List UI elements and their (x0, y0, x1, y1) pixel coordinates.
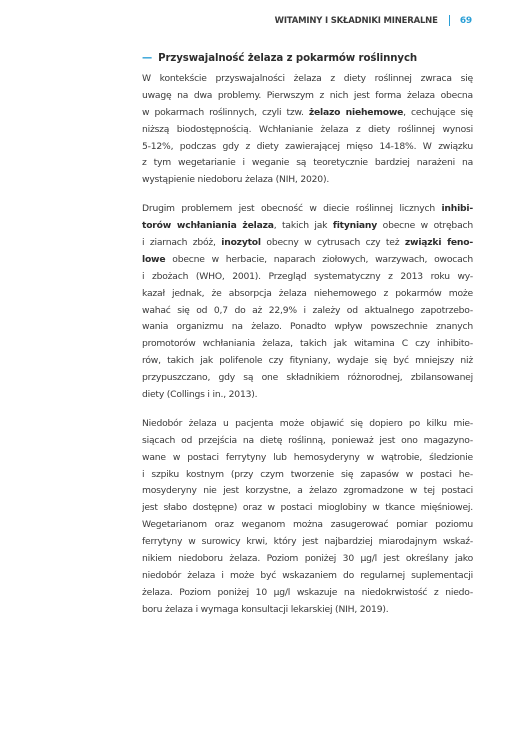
text-line (142, 71, 473, 88)
bold-term: żelazo niehemowe (308, 106, 404, 118)
text-run: diety (Collings i in., 2013). (142, 389, 258, 401)
text-line (142, 416, 473, 433)
text-line (142, 585, 473, 602)
text-run: siącach od przejścia na dietę roślinną, ponieważ jest ono magazyno- (142, 434, 473, 446)
text-run: ferrytyny w surowicy krwi, który jest najbardziej miarodajnym wskaź- (142, 536, 473, 548)
text-line (142, 370, 473, 387)
text-line (142, 235, 473, 252)
text-line (142, 467, 473, 484)
text-run: przypuszczano, gdy są one składnikiem różnorodnej, zbilansowanej (142, 372, 473, 384)
text-line (142, 218, 473, 235)
text-line (142, 269, 473, 286)
text-line (142, 551, 473, 568)
text-run: Niedobór żelaza u pacjenta może objawić się dopiero po kilku mie- (142, 417, 473, 429)
main-content (142, 53, 473, 631)
text-line (142, 172, 473, 189)
bold-term: związki feno- (404, 237, 473, 249)
paragraph (142, 201, 473, 404)
bold-term: torów wchłaniania żelaza (142, 220, 274, 232)
text-run: rów, takich jak polifenole czy fityniany, wydaje się być mniejszy niż (142, 355, 473, 367)
text-line (142, 433, 473, 450)
text-run: wahać się od 0,7 do aż 22,9% i zależy od aktualnego zapotrzebo- (142, 304, 473, 316)
bold-term: fityniany (332, 220, 378, 232)
text-run: niedobór żelaza i może być wskazaniem do regularnej suplementacji (142, 569, 473, 581)
text-line (142, 286, 473, 303)
text-line (142, 517, 473, 534)
text-run: Wegetarianom oraz weganom można zasugerować pomiar poziomu (142, 519, 473, 531)
text-run: mosyderyny nie jest korzystne, a żelazo zgromadzone w tej postaci (142, 485, 473, 497)
text-run: i szpiku kostnym (przy czym tworzenie się zapasów w postaci he- (142, 468, 473, 480)
text-run: obecny w cytrusach czy też (260, 237, 405, 249)
text-line (142, 534, 473, 551)
bold-term: inozytol (221, 237, 261, 249)
text-run: żelaza. Poziom poniżej 10 µg/l wskazuje na niedokrwistość z niedo- (142, 586, 473, 598)
text-run: uwagę na dwa problemy. Pierwszym z nich jest forma żelaza obecna (142, 89, 473, 101)
text-run: wystąpienie niedoboru żelaza (NIH, 2020). (142, 174, 330, 186)
text-line (142, 353, 473, 370)
text-run: boru żelaza i wymaga konsultacji lekarskiej (NIH, 2019). (142, 603, 389, 615)
text-line (142, 602, 473, 619)
text-run: i ziarnach zbóż, (142, 237, 222, 249)
text-line (142, 88, 473, 105)
text-run: Drugim problemem jest obecność w diecie roślinnej licznych (142, 203, 442, 215)
text-run: niższą biodostępnością. Wchłanianie żelaza z diety roślinnej wynosi (142, 123, 473, 135)
text-run: , cechujące się (403, 106, 473, 118)
text-run: nikiem niedoboru żelaza. Poziom poniżej 30 µg/l jest określany jako (142, 553, 473, 565)
text-run: z tym wegetarianie i weganie są teoretycznie bardziej narażeni na (142, 157, 473, 169)
text-run: w pokarmach roślinnych, czyli tzw. (142, 106, 309, 118)
text-run: i zbożach (WHO, 2001). Przegląd systematyczny z 2013 roku wy- (142, 270, 473, 282)
bold-term: inhibi- (441, 203, 473, 215)
page-number: 69 (459, 15, 472, 26)
text-run: jest słabo dostępne) oraz w postaci mioglobiny w tkance mięśniowej. (142, 502, 473, 514)
text-run: kazał jednak, że absorpcja żelaza niehemowego z pokarmów może (142, 287, 473, 299)
text-line (142, 155, 473, 172)
text-line (142, 201, 473, 218)
section-heading (142, 53, 473, 64)
text-line (142, 387, 473, 404)
text-run: 5-12%, podczas gdy z diety zawierającej mięso 14-18%. W związku (142, 140, 473, 152)
heading-text: Przyswajalność żelaza z pokarmów roślinnych (158, 53, 418, 64)
text-line (142, 252, 473, 269)
text-line (142, 303, 473, 320)
text-run: , takich jak (273, 220, 333, 232)
text-run: obecne w herbacie, naparach ziołowych, warzywach, owocach (165, 253, 473, 265)
text-line (142, 483, 473, 500)
header-divider (449, 15, 450, 26)
text-line (142, 450, 473, 467)
paragraph (142, 71, 473, 189)
text-line (142, 319, 473, 336)
text-run: wania organizmu na żelazo. Ponadto wpływ powszechnie znanych (142, 321, 473, 333)
heading-dash: — (142, 53, 153, 64)
text-line (142, 500, 473, 517)
text-line (142, 139, 473, 156)
text-line (142, 122, 473, 139)
text-run: W kontekście przyswajalności żelaza z diety roślinnej zwraca się (142, 73, 473, 84)
text-line (142, 568, 473, 585)
text-line (142, 336, 473, 353)
paragraphs (142, 71, 473, 619)
text-run: promotorów wchłaniania żelaza, takich jak witamina C czy inhibito- (142, 338, 473, 350)
section-title: WITAMINY I SKŁADNIKI MINERALNE (274, 15, 438, 26)
text-run: obecne w otrębach (377, 220, 473, 232)
text-line (142, 105, 473, 122)
paragraph (142, 416, 473, 619)
text-run: wane w postaci ferrytyny lub hemosyderyny w wątrobie, śledzionie (142, 451, 473, 463)
bold-term: lowe (142, 253, 166, 265)
running-header (275, 15, 472, 26)
